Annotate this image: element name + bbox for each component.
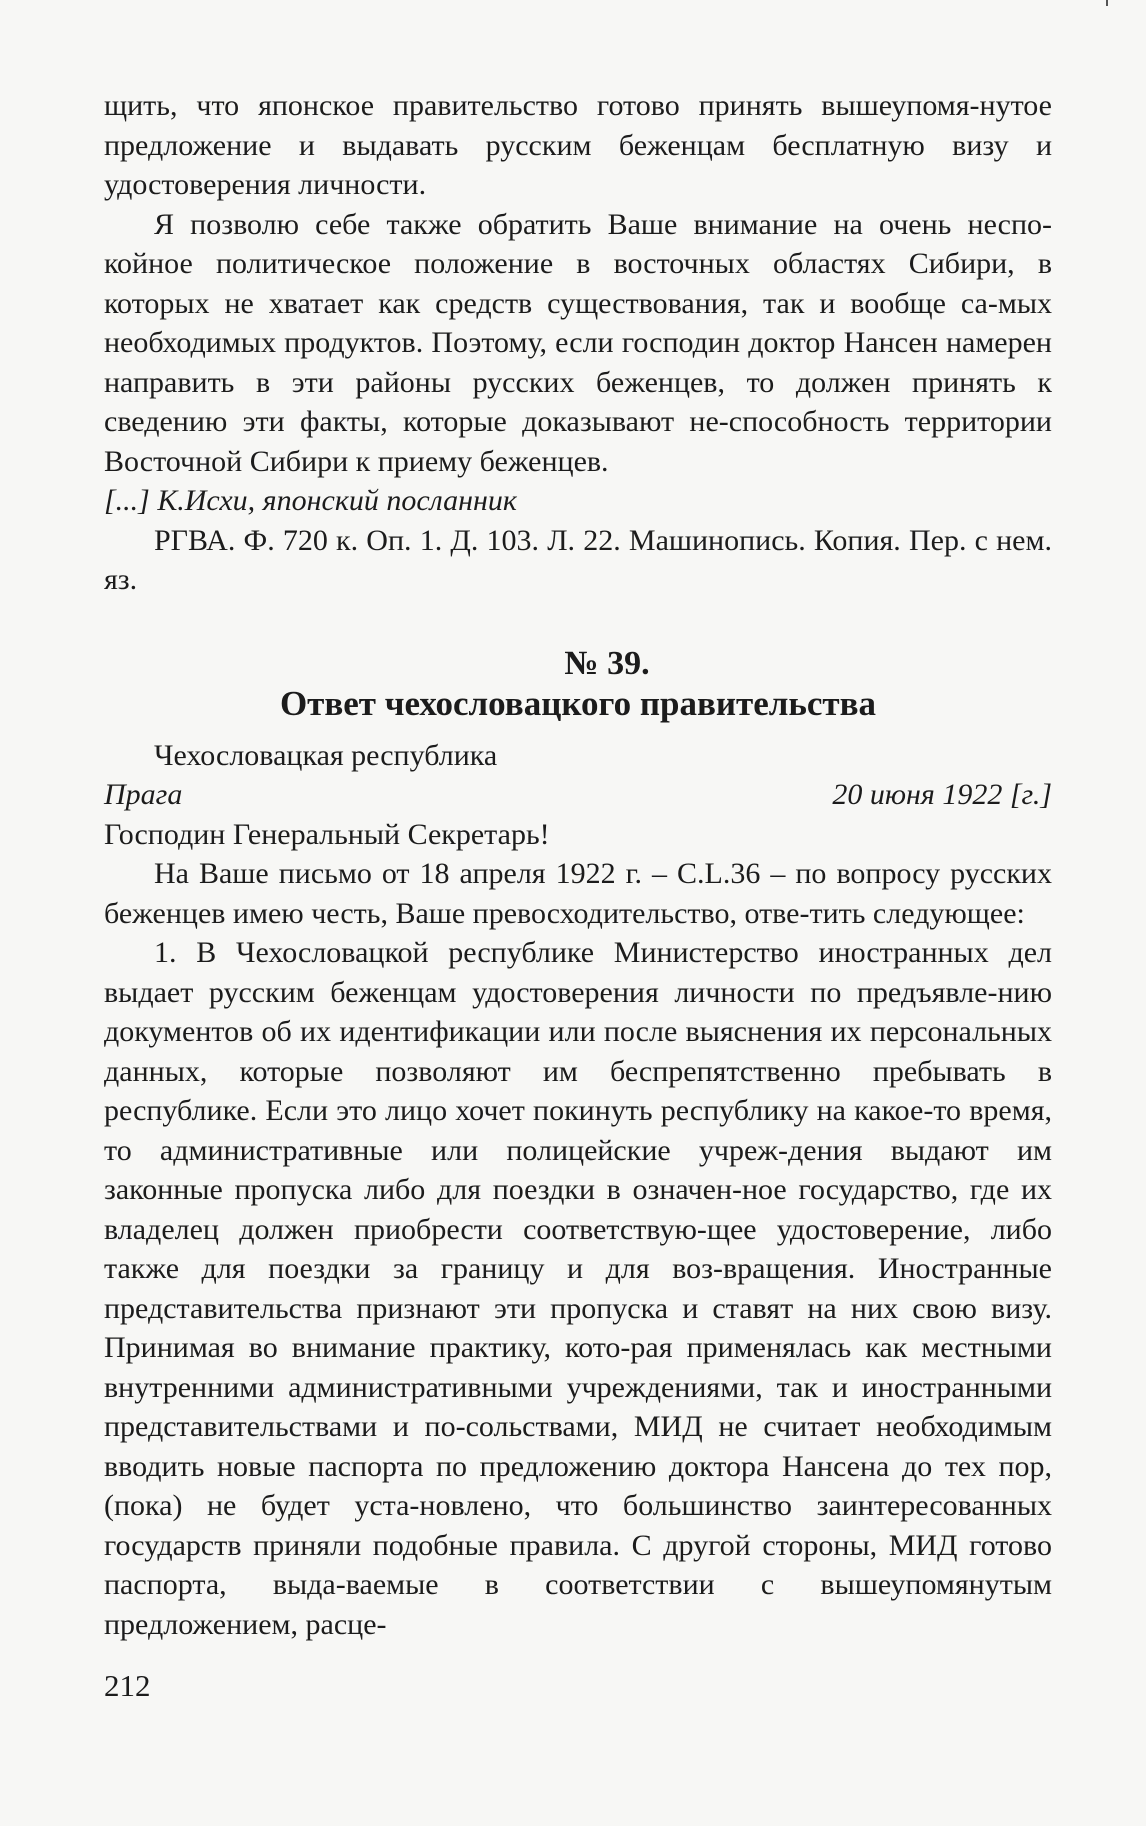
signature-line: [...] К.Исхи, японский посланник (104, 484, 517, 517)
printer-mark (1106, 0, 1108, 6)
document-page (104, 86, 1052, 1644)
paragraph-point-1: 1. В Чехословацкой республике Министерство иностранных дел выдает русским беженцам удостоверения личности по предъявле-нию документов об их идентификации или после выяснения их персональных данных, которые позволяют им беспрепятственно пребывать в республике. Если это лицо хочет покинуть республику на какое-то время, то административные или полицейские учреж-дения выдают им законные пропуска либо для поездки в означен-ное государство, где их владелец должен приобрести соответствую-щее удостоверение, либо также для поездки за границу и для воз-вращения. Иностранные представительства признают эти пропуска и ставят на них свою визу. Принимая во внимание практику, кото-рая применялась как местными внутренними административными учреждениями, так и иностранными представительствами и по-сольствами, МИД не считает необходимым вводить новые паспорта по предложению доктора Нансена до тех пор, (пока) не будет уста-новлено, что большинство заинтересованных государств приняли подобные правила. С другой стороны, МИД готово паспорта, выда-ваемые в соответствии с вышеупомянутым предложением, расце- (104, 936, 1052, 1641)
paragraph-siberia: Я позволю себе также обратить Ваше внимание на очень неспо-койное политическое положение в восточных областях Сибири, в которых не хватает как средств существования, так и вообще са-мых необходимых продуктов. Поэтому, если господин доктор Нансен намерен направить в эти районы русских беженцев, то должен принять к сведению эти факты, которые доказывают не-способность территории Восточной Сибири к приему беженцев. (104, 207, 1052, 478)
document-number: № 39. (564, 644, 650, 682)
place-date-row (104, 775, 1052, 815)
archive-reference: РГВА. Ф. 720 к. Оп. 1. Д. 103. Л. 22. Машинопись. Копия. Пер. с нем. яз. (104, 523, 1052, 596)
sender-line: Чехословацкая республика (154, 738, 498, 772)
date: 20 июня 1922 [г.] (832, 778, 1052, 811)
paragraph-intro: На Ваше письмо от 18 апреля 1922 г. – C.L.36 – по вопросу русских беженцев имею честь, Ваше превосходительство, отве-тить следующее: (104, 857, 1052, 930)
salutation: Господин Генеральный Секретарь! (104, 817, 550, 851)
paragraph-continuation: щить, что японское правительство готово принять вышеупомя-нутое предложение и выдавать русским беженцам бесплатную визу и удостоверения личности. (104, 89, 1052, 201)
page-number: 212 (104, 1668, 151, 1703)
place: Прага (104, 778, 183, 811)
document-title: Ответ чехословацкого правительства (279, 683, 877, 723)
